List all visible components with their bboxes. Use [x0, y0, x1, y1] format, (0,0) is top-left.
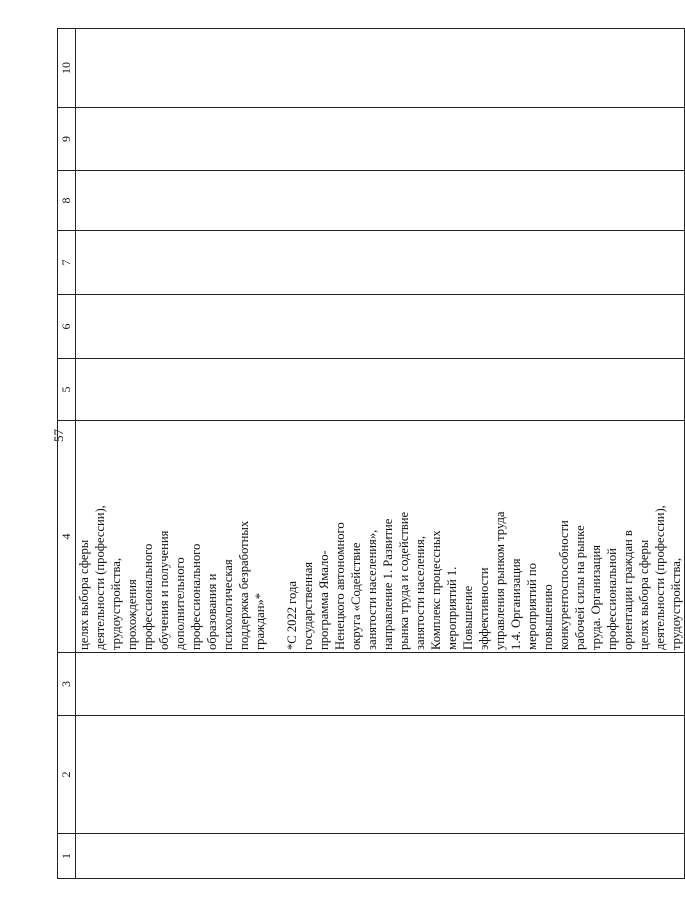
col-number-9: 9 [58, 108, 76, 171]
col4-line: занятости населения», [365, 529, 379, 650]
col4-line: обучения и получения [157, 530, 171, 650]
rotated-table-container [57, 29, 683, 879]
col-number-8: 8 [58, 171, 76, 231]
col4-line: деятельности (профессии), [93, 505, 107, 650]
col4-line: образования и [205, 573, 219, 650]
col-number-7: 7 [58, 231, 76, 295]
plan-table [57, 28, 685, 879]
table-row [76, 29, 685, 879]
col4-line: направление 1. Развитие [381, 518, 395, 650]
col4-line: мероприятий по [525, 563, 539, 650]
cell-col-6 [76, 295, 685, 359]
col4-line: конкурентоспособности [557, 520, 571, 650]
col4-line: целях выбора сферы [77, 539, 91, 650]
col4-line: рабочей силы на рынке [573, 525, 587, 650]
col4-line: труда. Организация [589, 544, 603, 650]
col-number-1: 1 [58, 834, 76, 879]
col4-line: *С 2022 года [285, 581, 299, 650]
cell-col-4 [76, 421, 685, 653]
col-number-10: 10 [58, 29, 76, 108]
col4-line: мероприятий 1. [445, 566, 459, 650]
page-number: 57 [51, 429, 66, 442]
cell-col-5 [76, 359, 685, 421]
col4-line: занятости населения, [413, 536, 427, 650]
col4-line: профессионального [189, 543, 203, 650]
col4-line: целях выбора сферы [637, 539, 651, 650]
col4-line: округа «Содействие [349, 542, 363, 650]
col4-line: поддержка безработных [237, 520, 251, 650]
cell-col-9 [76, 108, 685, 171]
col4-line: прохождения [125, 579, 139, 650]
cell-col-8 [76, 171, 685, 231]
column-number-row [58, 29, 76, 879]
col-number-4: 4 [58, 421, 76, 653]
col4-line: трудоустройства, [109, 557, 123, 650]
col4-line: эффективности [477, 567, 491, 650]
col4-line: трудоустройства, [669, 557, 683, 650]
cell-col-7 [76, 231, 685, 295]
col4-line: программа Ямало- [317, 550, 331, 650]
col4-line: 1.4. Организация [509, 558, 523, 650]
cell-col-1 [76, 834, 685, 879]
col4-line: деятельности (профессии), [653, 505, 667, 650]
col4-line: профессионального [141, 543, 155, 650]
col4-line: граждан»* [253, 592, 267, 650]
col4-line: Ненецкого автономного [333, 522, 347, 650]
cell-col-10 [76, 29, 685, 108]
col4-line: государственная [301, 561, 315, 650]
col4-line: ориентации граждан в [621, 530, 635, 650]
col4-line: Повышение [461, 585, 475, 650]
col4-line [268, 421, 284, 650]
col4-line: психологическая [221, 559, 235, 650]
col-number-5: 5 [58, 359, 76, 421]
col4-line: повышению [541, 584, 555, 650]
col-number-2: 2 [58, 716, 76, 834]
col-number-6: 6 [58, 295, 76, 359]
col4-line: Комплекс процессных [429, 530, 443, 650]
col4-line: управления рынком труда [493, 511, 507, 650]
col4-line: дополнительного [173, 557, 187, 650]
col4-line: профессиональной [605, 548, 619, 650]
cell-col-2 [76, 716, 685, 834]
col4-text [76, 421, 684, 650]
col-number-3: 3 [58, 653, 76, 716]
col4-line: рынка труда и содействие [397, 511, 411, 650]
cell-col-3 [76, 653, 685, 716]
